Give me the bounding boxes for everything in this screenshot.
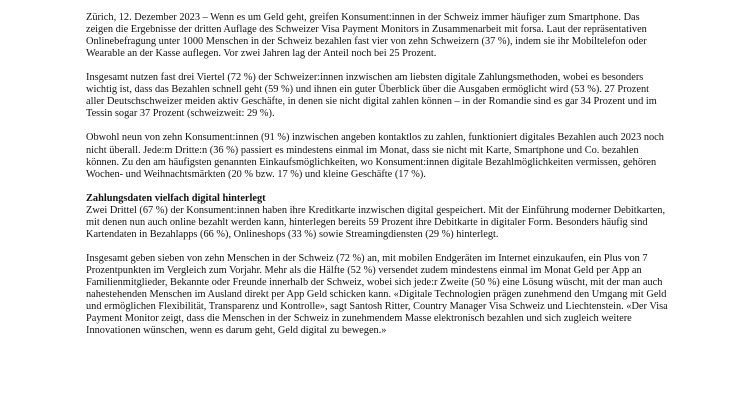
contactless-paragraph: Obwohl neun von zehn Konsument:innen (91 %) inzwischen angeben kontaktlos zu zahlen, funktioniert digitales Bezahlen auch 2023 noch nicht überall. Jede:m Dritte:n (36 %) passiert es mindestens einmal im Monat, dass sie nicht mit Karte, Smartphone und Co. bezahlen können. Zu den am häufigsten genannten Einkaufsmöglichkeiten, wo Konsument:innen digitale Bezahlmöglichkeiten vermissen, gehören Wochen- und Weihnachtsmärkten (20 % bzw. 17 %) und kleine Geschäfte (17 %). bbox=[86, 132, 664, 180]
section-heading: Zahlungsdaten vielfach digital hinterlegt bbox=[86, 192, 266, 204]
payment-preferences-paragraph: Insgesamt nutzen fast drei Viertel (72 %) der Schweizer:innen inzwischen am liebsten digitale Zahlungsmethoden, wobei es besonders wichtig ist, dass das Bezahlen schnell geht (59 %) und ihnen ein guter Überblick über die Ausgaben ermöglicht wird (53 %). 27 Prozent aller Deutschschweizer meiden aktiv Geschäfte, in denen sie nicht digital zahlen können – in der Romandie sind es gar 34 Prozent und im Tessin sogar 37 Prozent (schweizweit: 29 %). bbox=[86, 72, 657, 120]
mobile-shopping-paragraph: Insgesamt geben sieben von zehn Menschen in der Schweiz (72 %) an, mit mobilen Endgeräten im Internet einzukaufen, ein Plus von 7 Prozentpunkten im Vergleich zum Vorjahr. Mehr als die Hälfte (52 %) versendet zudem mindestens einmal im Monat Geld per App an Familienmitglieder, Bekannte oder Freunde innerhalb der Schweiz, wobei sich jede:r Zweite (50 %) eine Lösung wüscht, mit der man auch nahestehenden Menschen im Ausland direkt per App Geld schicken kann. «Digitale Technologien prägen zunehmend den Umgang mit Geld und ermöglichen Flexibilität, Transparenz und Kontrolle», sagt Santosh Ritter, Country Manager Visa Schweiz und Liechtenstein. «Der Visa Payment Monitor zeigt, dass die Menschen in der Schweiz in zunehmendem Masse elektronisch bezahlen und sich zugleich weitere Innovationen wünschen, wenn es darum geht, Geld digital zu bewegen.» bbox=[86, 252, 668, 337]
intro-paragraph: Zürich, 12. Dezember 2023 – Wenn es um Geld geht, greifen Konsument:innen in der Schweiz immer häufiger zum Smartphone. Das zeigen die Ergebnisse der dritten Auflage des Schweizer Visa Payment Monitors in Zusammenarbeit mit forsa. Laut der repräsentativen Onlinebefragung unter 1000 Menschen in der Schweiz bezahlen fast vier von zehn Schweizern (37 %), indem sie ihr Mobiltelefon oder Wearable an der Kasse auflegen. Vor zwei Jahren lag der Anteil noch bei 25 Prozent. bbox=[86, 12, 647, 60]
press-release-body bbox=[86, 12, 668, 337]
stored-card-data-paragraph: Zwei Drittel (67 %) der Konsument:innen haben ihre Kreditkarte inzwischen digital gespeichert. Mit der Einführung moderner Debitkarten, mit denen nun auch online bezahlt werden kann, hinterlegen bereits 59 Prozent ihre Debitkarte in digitaler Form. Besonders häufig sind Kartendaten in Bezahlapps (66 %), Onlineshops (33 %) sowie Streamingdiensten (29 %) hinterlegt. bbox=[86, 204, 666, 240]
